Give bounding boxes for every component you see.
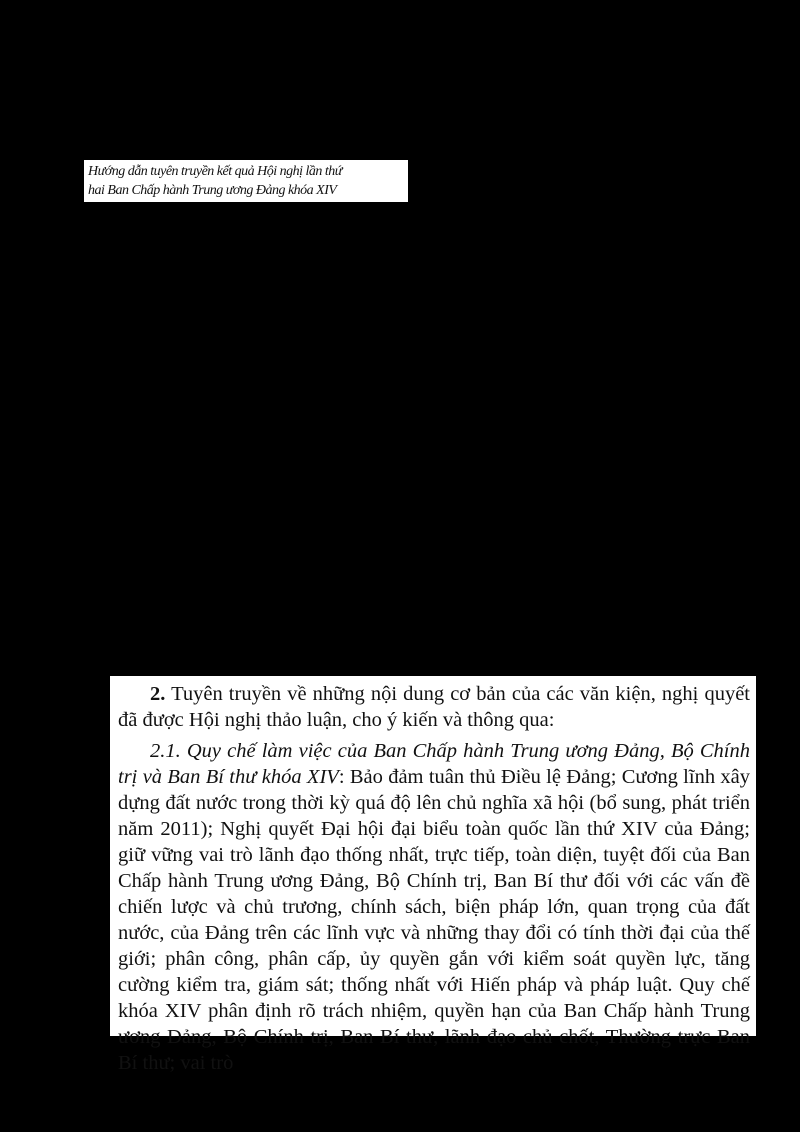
paragraph-section-2 [118,681,750,733]
document-header [84,160,408,202]
section-number: 2. [150,683,166,705]
subsection-heading: 2.1. Quy chế làm việc của Ban Chấp hành Trung ương Đảng, Bộ Chính trị và Ban Bí thư khóa XIV [118,740,750,788]
paragraph-section-2-1 [118,738,750,1076]
header-line-2: hai Ban Chấp hành Trung ương Đảng khóa XIV [88,183,337,198]
document-body [110,676,756,1074]
section-2-text: Tuyên truyền về những nội dung cơ bản của các văn kiện, nghị quyết đã được Hội nghị thảo luận, cho ý kiến và thông qua: [118,683,750,731]
subsection-text: : Bảo đảm tuân thủ Điều lệ Đảng; Cương lĩnh xây dựng đất nước trong thời kỳ quá độ lên chủ nghĩa xã hội (bổ sung, phát triển năm 2011); Nghị quyết Đại hội đại biểu toàn quốc lần thứ XIV của Đảng; giữ vững vai trò lãnh đạo thống nhất, trực tiếp, toàn diện, tuyệt đối của Ban Chấp hành Trung ương Đảng, Bộ Chính trị, Ban Bí thư đối với các vấn đề chiến lược và chủ trương, chính sách, biện pháp lớn, quan trọng của đất nước, của Đảng trên các lĩnh vực và những thay đổi có tính thời đại của thế giới; phân công, phân cấp, ủy quyền gắn với kiểm soát quyền lực, tăng cường kiểm tra, giám sát; thống nhất với Hiến pháp và pháp luật. Quy chế khóa XIV phân định rõ trách nhiệm, quyền hạn của Ban Chấp hành Trung ương Đảng, Bộ Chính trị, Ban Bí thư, lãnh đạo chủ chốt, Thường trực Ban Bí thư; vai trò [118,766,751,1074]
header-line-1: Hướng dẫn tuyên truyền kết quả Hội nghị lần thứ [88,164,342,179]
